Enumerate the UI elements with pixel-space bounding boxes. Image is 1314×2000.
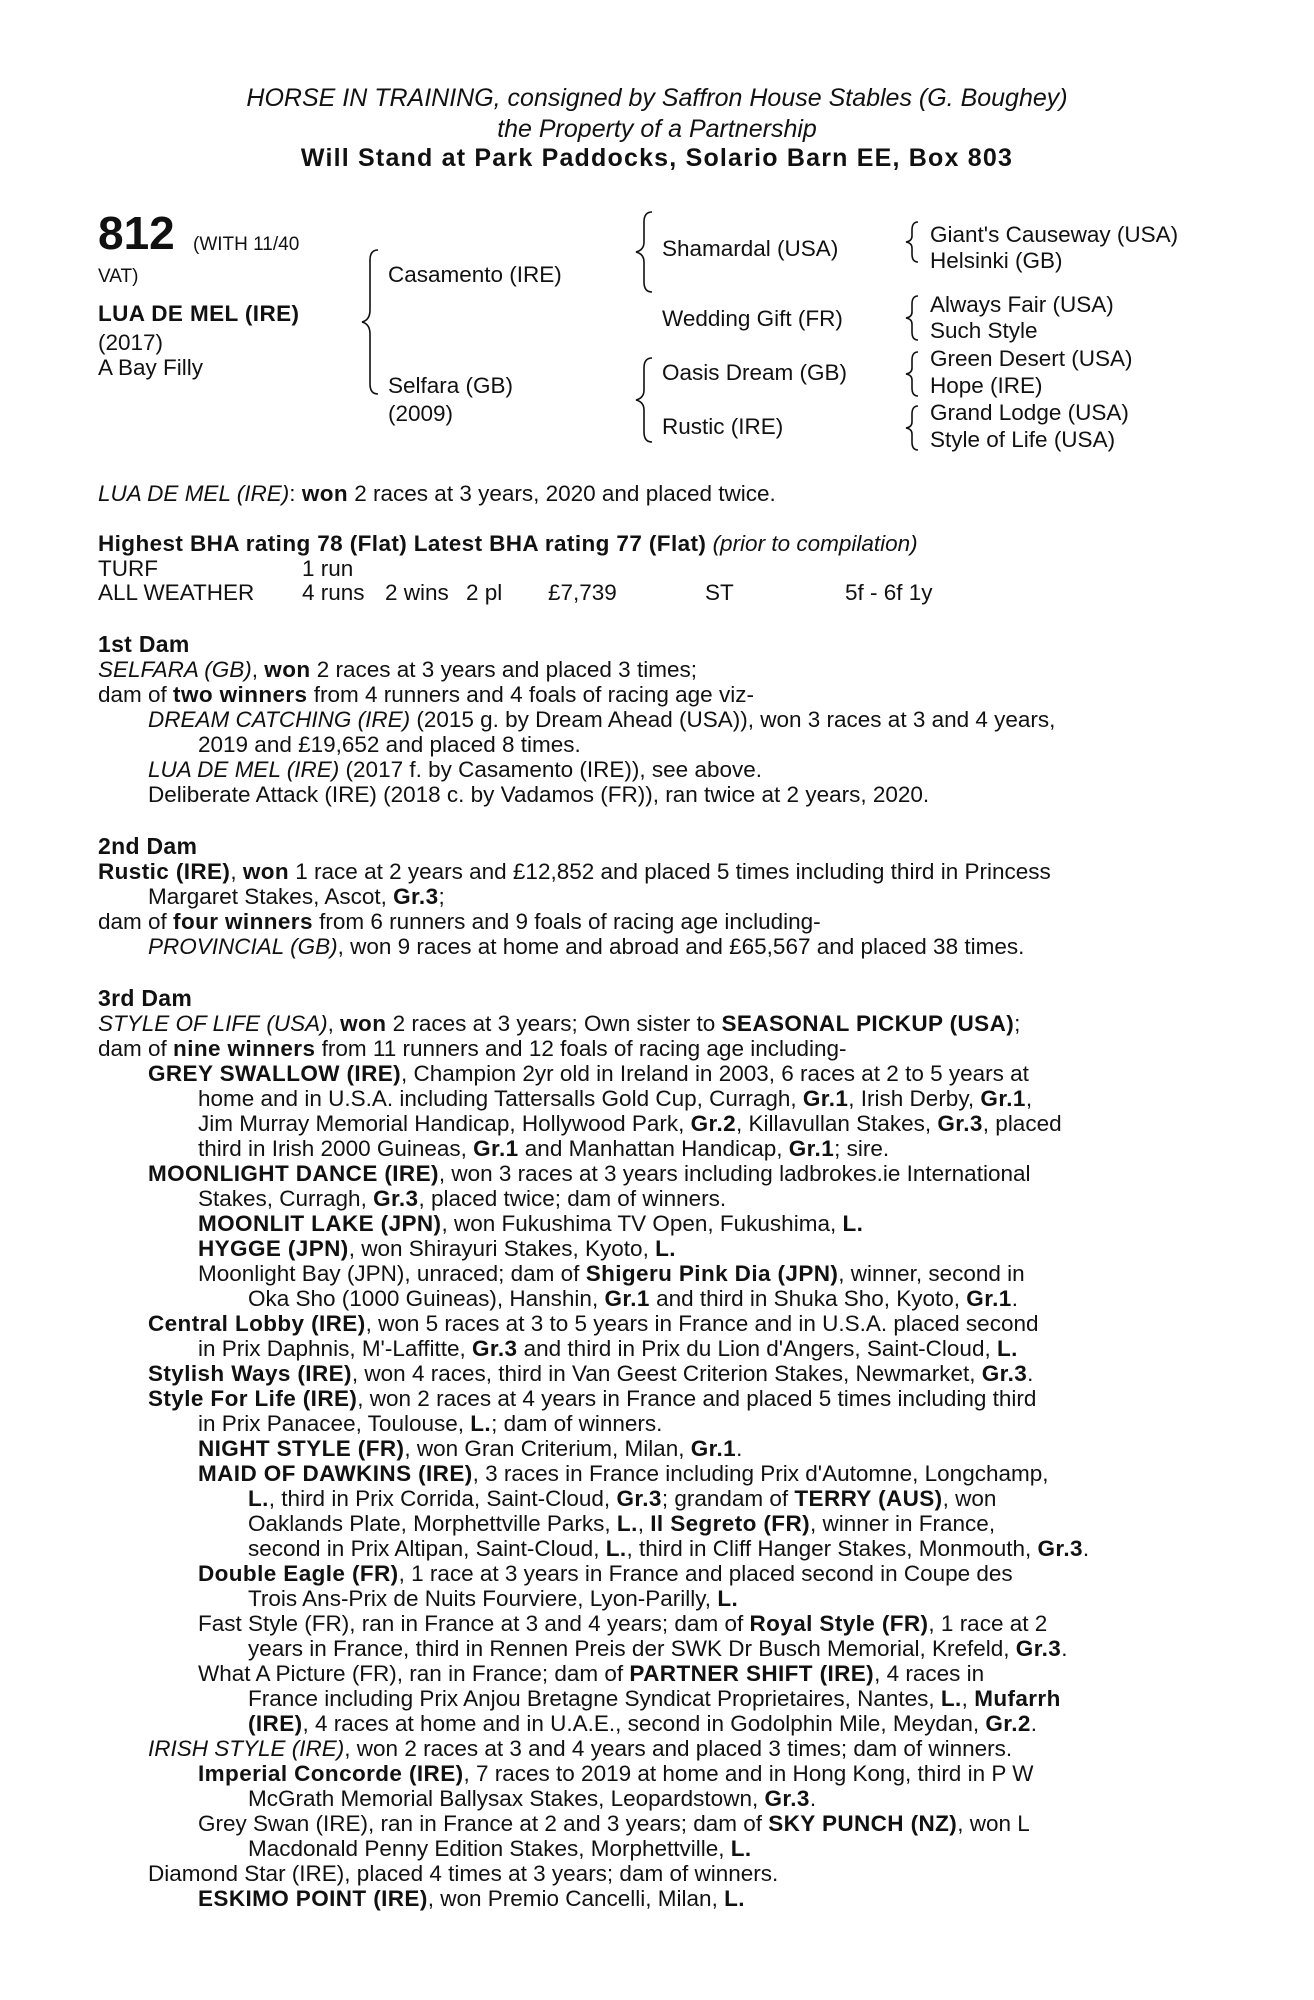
summary-won: won xyxy=(301,481,349,506)
aw-money: £7,739 xyxy=(548,580,617,605)
aw-distance: 5f - 6f 1y xyxy=(845,580,933,605)
produce-entry xyxy=(98,1886,1198,1911)
dam-sire: Oasis Dream (GB) xyxy=(662,360,848,385)
produce-entry-cont xyxy=(98,1836,1198,1861)
t: Mufarrh xyxy=(974,1686,1061,1711)
t: Gr.3 xyxy=(1015,1636,1062,1661)
t: (2017 f. by Casamento (IRE)), see above. xyxy=(339,757,762,782)
t: HYGGE (JPN) xyxy=(198,1236,349,1261)
t: SEASONAL PICKUP (USA) xyxy=(721,1011,1015,1036)
t: Grey Swan (IRE), ran in France at 2 and 3 years; dam of xyxy=(198,1811,769,1836)
t: What A Picture (FR), ran in France; dam of xyxy=(198,1661,630,1686)
t: Margaret Stakes, Ascot, xyxy=(148,884,394,909)
produce-entry-cont xyxy=(98,1486,1198,1511)
produce-entry: Deliberate Attack (IRE) (2018 c. by Vadamos (FR)), ran twice at 2 years, 2020. xyxy=(148,782,930,807)
t: L. xyxy=(655,1236,676,1261)
t: DREAM CATCHING (IRE) xyxy=(148,707,411,732)
t: L. xyxy=(248,1486,269,1511)
t: , xyxy=(961,1686,975,1711)
produce-entry: Diamond Star (IRE), placed 4 times at 3 years; dam of winners. xyxy=(148,1861,779,1886)
t: Gr.1 xyxy=(690,1436,737,1461)
second-dam-section xyxy=(98,834,1198,959)
produce-entry xyxy=(98,934,1198,959)
ownership-line: the Property of a Partnership xyxy=(497,115,817,143)
t: , won Shirayuri Stakes, Kyoto, xyxy=(348,1236,656,1261)
t: L. xyxy=(940,1686,962,1711)
produce-entry-cont xyxy=(98,1711,1198,1736)
produce-entry-cont: 2019 and £19,652 and placed 8 times. xyxy=(198,732,581,757)
produce-entry xyxy=(98,707,1198,732)
sire-sire: Shamardal (USA) xyxy=(662,236,839,261)
sire-dam: Wedding Gift (FR) xyxy=(662,306,843,331)
second-dam-produce-line xyxy=(98,909,1198,934)
t: , 3 races in France including Prix d'Automne, Longchamp, xyxy=(472,1461,1049,1486)
t: dam of xyxy=(98,909,174,934)
t: won xyxy=(242,859,290,884)
produce-entry xyxy=(98,1736,1198,1761)
t: L. xyxy=(717,1586,739,1611)
t: Macdonald Penny Edition Stakes, Morphettville, xyxy=(248,1836,731,1861)
t: SKY PUNCH (NZ) xyxy=(768,1811,958,1836)
t: L. xyxy=(842,1211,864,1236)
t: Style For Life (IRE) xyxy=(148,1386,358,1411)
dam-dam-sire: Grand Lodge (USA) xyxy=(930,400,1129,425)
t: two winners xyxy=(173,682,308,707)
summary-rest: 2 races at 3 years, 2020 and placed twice. xyxy=(348,481,776,506)
t: L. xyxy=(730,1836,752,1861)
t: , won 4 races, third in Van Geest Criterion Stakes, Newmarket, xyxy=(351,1361,982,1386)
produce-entry-cont xyxy=(98,1136,1198,1161)
t: Royal Style (FR) xyxy=(749,1611,929,1636)
produce-entry xyxy=(98,1461,1198,1486)
t: 2 races at 3 years and placed 3 times; xyxy=(310,657,697,682)
t: 2 races at 3 years; Own sister to xyxy=(386,1011,722,1036)
t: , won L xyxy=(957,1811,1030,1836)
foaling-year: (2017) xyxy=(98,330,164,355)
t: Oka Sho (1000 Guineas), Hanshin, xyxy=(248,1286,605,1311)
produce-entry xyxy=(98,1061,1198,1086)
location-line: Will Stand at Park Paddocks, Solario Barn EE, Box 803 xyxy=(300,144,1014,172)
t: , won 2 races at 3 and 4 years and placed 3 times; dam of winners. xyxy=(344,1736,1013,1761)
t: nine winners xyxy=(173,1036,316,1061)
t: , won xyxy=(942,1486,997,1511)
t: L. xyxy=(470,1411,492,1436)
sire-name: Casamento (IRE) xyxy=(388,262,562,287)
t: Jim Murray Memorial Handicap, Hollywood Park, xyxy=(198,1111,691,1136)
t: Rustic (IRE) xyxy=(98,859,231,884)
sire-dam-sire: Always Fair (USA) xyxy=(930,292,1114,317)
t: , Champion 2yr old in Ireland in 2003, 6 races at 2 to 5 years at xyxy=(401,1061,1029,1086)
aw-label: ALL WEATHER xyxy=(98,580,255,605)
t: , won 2 races at 4 years in France and placed 5 times including third xyxy=(357,1386,1037,1411)
produce-entry xyxy=(98,1386,1198,1411)
t: , 7 races to 2019 at home and in Hong Kong, third in P W xyxy=(463,1761,1034,1786)
t: Gr.2 xyxy=(985,1711,1031,1736)
t: Gr.3 xyxy=(472,1336,518,1361)
produce-entry-cont xyxy=(98,1636,1198,1661)
horse-name: LUA DE MEL (IRE) xyxy=(98,301,300,326)
t: . xyxy=(736,1436,743,1461)
second-dam-cont xyxy=(98,884,1198,909)
t: , xyxy=(251,657,265,682)
t: Gr.3 xyxy=(981,1361,1028,1386)
produce-entry-cont xyxy=(98,1336,1198,1361)
t: , 1 race at 3 years in France and placed second in Coupe des xyxy=(398,1561,1013,1586)
t: Gr.3 xyxy=(616,1486,662,1511)
t: , third in Cliff Hanger Stakes, Monmouth, xyxy=(626,1536,1038,1561)
rating-bold: Highest BHA rating 78 (Flat) Latest BHA rating 77 (Flat) xyxy=(98,531,707,556)
t: McGrath Memorial Ballysax Stakes, Leopardstown, xyxy=(248,1786,765,1811)
produce-entry-cont xyxy=(98,1286,1198,1311)
produce-entry-cont xyxy=(98,1686,1198,1711)
dam-sire-dam: Hope (IRE) xyxy=(930,373,1043,398)
t: years in France, third in Rennen Preis der SWK Dr Busch Memorial, Krefeld, xyxy=(248,1636,1016,1661)
aw-runs: 4 runs xyxy=(302,580,365,605)
t: , won Premio Cancelli, Milan, xyxy=(427,1886,725,1911)
t: Double Eagle (FR) xyxy=(198,1561,399,1586)
t: Gr.1 xyxy=(473,1136,519,1161)
dam-year: (2009) xyxy=(388,401,454,426)
t: Gr.1 xyxy=(802,1086,849,1111)
t: . xyxy=(1030,1711,1038,1736)
third-dam-title: 3rd Dam xyxy=(98,985,193,1011)
t: and third in Shuka Sho, Kyoto, xyxy=(649,1286,967,1311)
t: Gr.3 xyxy=(393,884,439,909)
t: Gr.3 xyxy=(1037,1536,1083,1561)
t: in Prix Panacee, Toulouse, xyxy=(198,1411,471,1436)
produce-entry xyxy=(98,757,1198,782)
t: , won Fukushima TV Open, Fukushima, xyxy=(441,1211,843,1236)
t: STYLE OF LIFE (USA) xyxy=(98,1011,328,1036)
t: four winners xyxy=(173,909,313,934)
t: Gr.1 xyxy=(980,1086,1026,1111)
t: from 11 runners and 12 foals of racing age including- xyxy=(315,1036,847,1061)
produce-entry xyxy=(98,1611,1198,1636)
second-dam-line xyxy=(98,859,1198,884)
t: home and in U.S.A. including Tattersalls Gold Cup, Curragh, xyxy=(198,1086,803,1111)
second-dam-title: 2nd Dam xyxy=(98,833,198,859)
produce-entry-cont xyxy=(98,1511,1198,1536)
t: Shigeru Pink Dia (JPN) xyxy=(585,1261,839,1286)
t: , placed xyxy=(982,1111,1062,1136)
sire-sire-sire: Giant's Causeway (USA) xyxy=(930,222,1179,247)
t: . xyxy=(1061,1636,1068,1661)
t: , 1 race at 2 xyxy=(928,1611,1048,1636)
first-dam-name: SELFARA (GB) xyxy=(98,657,252,682)
aw-wins: 2 wins xyxy=(385,580,449,605)
produce-entry xyxy=(98,1361,1198,1386)
first-dam-section xyxy=(98,632,1198,807)
produce-entry xyxy=(98,1661,1198,1686)
t: , winner, second in xyxy=(838,1261,1025,1286)
t: , third in Prix Corrida, Saint-Cloud, xyxy=(268,1486,617,1511)
t: Fast Style (FR), ran in France at 3 and 4 years; dam of xyxy=(198,1611,750,1636)
t: , placed twice; dam of winners. xyxy=(418,1186,727,1211)
t: , 4 races in xyxy=(874,1661,985,1686)
t: Il Segreto (FR) xyxy=(650,1511,810,1536)
t: L. xyxy=(605,1536,627,1561)
t: third in Irish 2000 Guineas, xyxy=(198,1136,474,1161)
dam-dam: Rustic (IRE) xyxy=(662,414,784,439)
t: Gr.3 xyxy=(373,1186,419,1211)
t: dam of xyxy=(98,682,174,707)
race-summary xyxy=(98,481,776,506)
t: won xyxy=(264,657,311,682)
t: Gr.1 xyxy=(966,1286,1012,1311)
t: dam of xyxy=(98,1036,174,1061)
t: and Manhattan Handicap, xyxy=(518,1136,789,1161)
t: Gr.2 xyxy=(690,1111,737,1136)
t: Stylish Ways (IRE) xyxy=(148,1361,352,1386)
produce-entry xyxy=(98,1311,1198,1336)
t: L. xyxy=(724,1886,745,1911)
first-dam-title: 1st Dam xyxy=(98,631,190,657)
t: LUA DE MEL (IRE) xyxy=(148,757,340,782)
t: from 4 runners and 4 foals of racing age viz- xyxy=(307,682,754,707)
summary-horse: LUA DE MEL (IRE) xyxy=(98,481,290,506)
produce-entry-cont xyxy=(98,1586,1198,1611)
consignor-line: HORSE IN TRAINING, consigned by Saffron House Stables (G. Boughey) xyxy=(246,84,1068,112)
t: L. xyxy=(996,1336,1018,1361)
produce-entry-cont xyxy=(98,1186,1198,1211)
first-dam-line xyxy=(98,657,1198,682)
t: NIGHT STYLE (FR) xyxy=(198,1436,405,1461)
produce-entry-cont xyxy=(98,1086,1198,1111)
t: Central Lobby (IRE) xyxy=(148,1311,366,1336)
t: ; xyxy=(1014,1011,1021,1036)
dam-name: Selfara (GB) xyxy=(388,373,514,398)
t: Imperial Concorde (IRE) xyxy=(198,1761,464,1786)
produce-entry-cont xyxy=(98,1411,1198,1436)
t: IRISH STYLE (IRE) xyxy=(148,1736,345,1761)
t: , xyxy=(1025,1086,1033,1111)
rating-line xyxy=(98,531,918,556)
dam-dam-dam: Style of Life (USA) xyxy=(930,427,1116,452)
t: ; sire. xyxy=(834,1136,890,1161)
produce-entry xyxy=(98,1561,1198,1586)
t: , won Gran Criterium, Milan, xyxy=(404,1436,691,1461)
t: , xyxy=(230,859,243,884)
third-dam-line xyxy=(98,1011,1198,1036)
dam-sire-sire: Green Desert (USA) xyxy=(930,346,1133,371)
t: . xyxy=(1011,1286,1018,1311)
produce-entry-cont xyxy=(98,1536,1198,1561)
t: PROVINCIAL (GB) xyxy=(148,934,338,959)
produce-entry xyxy=(98,1761,1198,1786)
t: , won 5 races at 3 to 5 years in France and in U.S.A. placed second xyxy=(365,1311,1039,1336)
t: Moonlight Bay (JPN), unraced; dam of xyxy=(198,1261,586,1286)
t: Oaklands Plate, Morphettville Parks, xyxy=(248,1511,617,1536)
produce-entry xyxy=(98,1261,1198,1286)
summary-sep: : xyxy=(289,481,302,506)
aw-going: ST xyxy=(705,580,734,605)
t: Gr.1 xyxy=(604,1286,650,1311)
t: , 4 races at home and in U.A.E., second in Godolphin Mile, Meydan, xyxy=(302,1711,986,1736)
t: MOONLIT LAKE (JPN) xyxy=(198,1211,442,1236)
t: , winner in France, xyxy=(810,1511,996,1536)
produce-entry xyxy=(98,1161,1198,1186)
produce-entry xyxy=(98,1236,1198,1261)
produce-entry xyxy=(98,1211,1198,1236)
t: 1 race at 2 years and £12,852 and placed 5 times including third in Princess xyxy=(289,859,1051,884)
third-dam-section xyxy=(98,986,1198,1911)
t: GREY SWALLOW (IRE) xyxy=(148,1061,402,1086)
t: (2015 g. by Dream Ahead (USA)), won 3 races at 3 and 4 years, xyxy=(410,707,1056,732)
t: TERRY (AUS) xyxy=(794,1486,943,1511)
t: , won 9 races at home and abroad and £65,567 and placed 38 times. xyxy=(337,934,1025,959)
vat-note-b: VAT) xyxy=(98,266,139,287)
t: France including Prix Anjou Bretagne Syndicat Proprietaires, Nantes, xyxy=(248,1686,941,1711)
t: Stakes, Curragh, xyxy=(198,1186,374,1211)
t: Trois Ans-Prix de Nuits Fourviere, Lyon-Parilly, xyxy=(248,1586,718,1611)
vat-note-a: (WITH 11/40 xyxy=(193,234,300,255)
t: . xyxy=(1082,1536,1090,1561)
horse-description: A Bay Filly xyxy=(98,355,204,380)
produce-entry xyxy=(98,1436,1198,1461)
t: MAID OF DAWKINS (IRE) xyxy=(198,1461,473,1486)
third-dam-produce-line xyxy=(98,1036,1198,1061)
t: ; xyxy=(438,884,445,909)
aw-placed: 2 pl xyxy=(466,580,503,605)
t: Gr.1 xyxy=(788,1136,835,1161)
sire-sire-dam: Helsinki (GB) xyxy=(930,248,1063,273)
t: second in Prix Altipan, Saint-Cloud, xyxy=(248,1536,606,1561)
t: from 6 runners and 9 foals of racing age including- xyxy=(312,909,821,934)
t: MOONLIGHT DANCE (IRE) xyxy=(148,1161,439,1186)
t: PARTNER SHIFT (IRE) xyxy=(629,1661,875,1686)
t: . xyxy=(1027,1361,1034,1386)
turf-label: TURF xyxy=(98,556,158,581)
t: ESKIMO POINT (IRE) xyxy=(198,1886,428,1911)
t: ; grandam of xyxy=(661,1486,795,1511)
produce-entry xyxy=(98,1811,1198,1836)
rating-note: (prior to compilation) xyxy=(712,531,918,556)
t: in Prix Daphnis, M'-Laffitte, xyxy=(198,1336,472,1361)
t: (IRE) xyxy=(248,1711,303,1736)
t: and third in Prix du Lion d'Angers, Saint-Cloud, xyxy=(517,1336,997,1361)
t: , Irish Derby, xyxy=(848,1086,981,1111)
t: won xyxy=(340,1011,387,1036)
t: L. xyxy=(616,1511,638,1536)
t: , xyxy=(637,1511,651,1536)
t: , won 3 races at 3 years including ladbrokes.ie International xyxy=(438,1161,1031,1186)
t: , Killavullan Stakes, xyxy=(736,1111,938,1136)
t: ; dam of winners. xyxy=(491,1411,663,1436)
produce-entry-cont xyxy=(98,1786,1198,1811)
t: Gr.3 xyxy=(764,1786,810,1811)
first-dam-produce-line xyxy=(98,682,1198,707)
t: , xyxy=(327,1011,341,1036)
produce-entry-cont xyxy=(98,1111,1198,1136)
sire-dam-dam: Such Style xyxy=(930,318,1038,343)
t: Gr.3 xyxy=(937,1111,983,1136)
turf-runs: 1 run xyxy=(302,556,354,581)
lot-number: 812 xyxy=(98,207,175,259)
t: . xyxy=(809,1786,817,1811)
